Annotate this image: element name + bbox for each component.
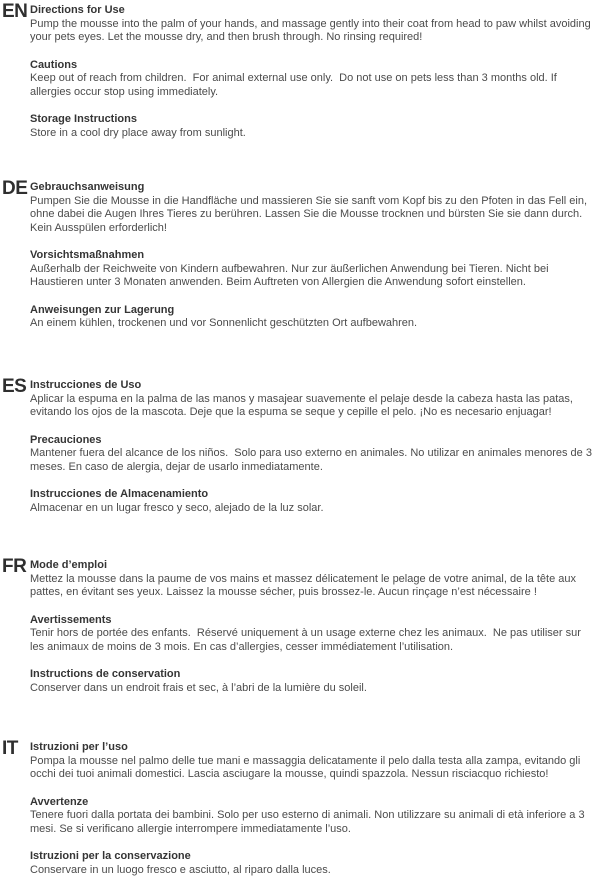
directions-heading: Instrucciones de Uso: [30, 379, 142, 391]
section-german: [0, 178, 606, 331]
storage-block: [30, 113, 597, 140]
storage-block: [30, 488, 597, 515]
storage-body: An einem kühlen, trockenen und vor Sonnenlicht geschützten Ort aufbewahren.: [30, 317, 418, 329]
cautions-block: [30, 59, 597, 100]
cautions-heading: Vorsichtsmaßnahmen: [30, 249, 145, 261]
directions-heading: Mode d’emploi: [30, 559, 107, 571]
cautions-body: Mantener fuera del alcance de los niños. Solo para uso externo en animales. No utilizar en animales menores de 3 meses. En caso de alergia, dejar de usarlo inmediatamente.: [30, 447, 595, 473]
language-code-es: ES: [2, 376, 27, 397]
storage-body: Store in a cool dry place away from sunlight.: [30, 126, 246, 139]
directions-block: [30, 181, 597, 235]
language-code-fr: FR: [2, 556, 27, 577]
section-content: [30, 4, 597, 140]
storage-body: Conserver dans un endroit frais et sec, à l’abri de la lumière du soleil.: [30, 681, 367, 694]
section-italian: [0, 738, 606, 877]
section-english: [0, 1, 606, 140]
directions-block: [30, 559, 597, 600]
directions-body: Mettez la mousse dans la paume de vos mains et massez délicatement le pelage de votre animal, de la tête aux pattes, en évitant ses yeux. Laissez la mousse sécher, puis brossez-le. Aucun rinçage n’est nécessaire !: [30, 572, 580, 598]
cautions-heading: Precauciones: [30, 433, 102, 446]
storage-body: Almacenar en un lugar fresco y seco, alejado de la luz solar.: [30, 501, 324, 514]
cautions-body: Keep out of reach from children. For animal external use only. Do not use on pets less than 3 months old. If allergies occur stop using immediately.: [30, 72, 560, 98]
section-content: [30, 379, 597, 515]
directions-block: [30, 741, 597, 782]
directions-body: Pompa la mousse nel palmo delle tue mani e massaggia delicatamente il pelo dalla testa alla zampa, evitando gli occhi dei tuoi animali domestici. Lascia asciugare la mousse, quindi spazzola. Nessun risciacquo richiesto!: [30, 754, 584, 780]
directions-body: Aplicar la espuma en la palma de las manos y masajear suavemente el pelaje desde la cabeza hasta las patas, evitando los ojos de la mascota. Deje que la espuma se seque y cepille el pelo. ¡No es necesario enjuagar!: [30, 392, 577, 418]
directions-block: [30, 379, 597, 420]
section-content: [30, 559, 597, 695]
cautions-heading: Cautions: [30, 58, 78, 71]
section-spanish: [0, 376, 606, 515]
cautions-block: [30, 614, 597, 655]
storage-block: [30, 668, 597, 695]
directions-body: Pump the mousse into the palm of your hands, and massage gently into their coat from head to paw whilst avoiding your pets eyes. Let the mousse dry, and then brush through. No rinsing required!: [30, 17, 594, 43]
language-code-de: DE: [2, 178, 28, 199]
storage-heading: Anweisungen zur Lagerung: [30, 303, 175, 316]
storage-heading: Instructions de conservation: [30, 668, 181, 680]
storage-heading: Istruzioni per la conservazione: [30, 850, 191, 862]
cautions-block: [30, 796, 597, 837]
directions-block: [30, 4, 597, 45]
language-code-en: EN: [2, 1, 28, 22]
cautions-body: Tenir hors de portée des enfants. Réservé uniquement à un usage externe chez les animaux. Ne pas utiliser sur les animaux de moins de 3 mois. En cas d’allergies, cesser immédiatement l’utilisation.: [30, 627, 584, 653]
directions-heading: Directions for Use: [30, 4, 125, 16]
cautions-heading: Avertissements: [30, 613, 112, 626]
storage-heading: Storage Instructions: [30, 113, 137, 125]
storage-heading: Instrucciones de Almacenamiento: [30, 488, 209, 500]
section-content: [30, 741, 597, 877]
cautions-block: [30, 249, 597, 290]
directions-heading: Gebrauchsanweisung: [30, 181, 145, 193]
section-french: [0, 556, 606, 695]
cautions-body: Außerhalb der Reichweite von Kindern aufbewahren. Nur zur äußerlichen Anwendung bei Tieren. Nicht bei Haustieren unter 3 Monaten anwenden. Beim Auftreten von Allergien die Anwendung sofort einstellen.: [30, 262, 552, 288]
cautions-heading: Avvertenze: [30, 795, 89, 808]
storage-block: [30, 304, 597, 331]
language-code-it: IT: [2, 738, 18, 759]
section-content: [30, 181, 597, 331]
directions-heading: Istruzioni per l’uso: [30, 741, 128, 753]
cautions-block: [30, 434, 597, 475]
directions-body: Pumpen Sie die Mousse in die Handfläche und massieren Sie sie sanft vom Kopf bis zu den Pfoten in das Fell ein, ohne dabei die Augen Ihres Tieres zu berühren. Lassen Sie die Mousse trocknen und bürsten Sie sie dann durch. Kein Ausspülen erforderlich!: [30, 194, 591, 234]
storage-body: Conservare in un luogo fresco e asciutto, al riparo dalla luces.: [30, 863, 331, 876]
storage-block: [30, 850, 597, 877]
cautions-body: Tenere fuori dalla portata dei bambini. Solo per uso esterno di animali. Non utilizzare su animali di età inferiore a 3 mesi. Se si verificano allergie interrompere immediatamente l’uso.: [30, 809, 588, 835]
